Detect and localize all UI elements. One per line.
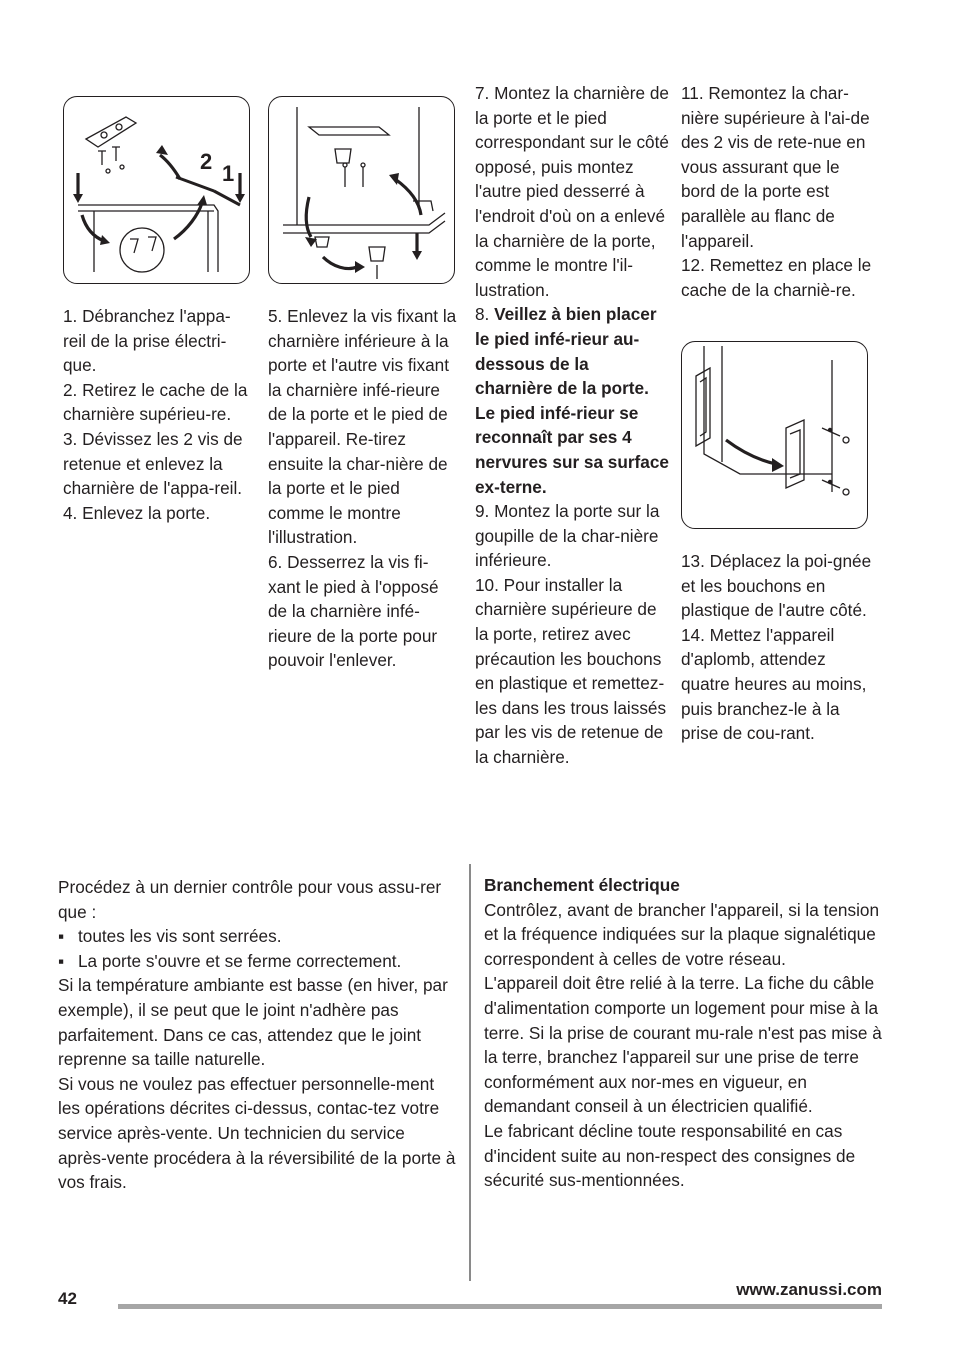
- column-steps-1-4: [63, 304, 253, 525]
- step-12: 12. Remettez en place le cache de la charniè-re.: [681, 255, 872, 300]
- step-7: 7. Montez la charnière de la porte et le pied correspondant sur le côté opposé, puis montez l'autre pied desserré à l'endroit d'où on a enlevé la charnière de la porte, comme le montre l'il-lustration.: [475, 83, 669, 300]
- step-8: [475, 302, 669, 499]
- step-1: 1. Débranchez l'appa-reil de la prise électri-que.: [63, 306, 231, 376]
- earthing-paragraph: L'appareil doit être relié à la terre. La fiche du câble d'alimentation comporte un logement pour mise à la terre. Si la prise de courant mu-rale n'est pas mise à la terre, branchez l'appareil sur une prise de terre conformément aux nor-mes en vigueur, en demandant conseil à un électricien qualifié.: [484, 973, 882, 1117]
- step-3: 3. Dévissez les 2 vis de retenue et enlevez la charnière de l'appa-reil.: [63, 428, 243, 499]
- step-8-warning: Veillez à bien placer le pied infé-rieur au-dessous de la charnière de la porte. Le pied infé-rieur se reconnaît par ses 4 nervures sur sa surface ex-terne.: [475, 304, 669, 497]
- bullet-square-icon: ▪: [58, 950, 65, 971]
- step-5: 5. Enlevez la vis fixant la charnière inférieure à la porte et l'autre vis fixant la charnière infé-rieure de la porte et le pied de l'appareil. Re-tirez ensuite la char-nière de la porte et le pied comme le montre l'illustration.: [268, 306, 457, 548]
- electrical-connection-section: [484, 873, 886, 1193]
- bullet-item: [58, 924, 458, 949]
- figure-lower-hinge: [268, 96, 455, 284]
- fig1-label-b: 1: [222, 161, 235, 186]
- handle-relocation-illustration: [682, 342, 869, 530]
- step-4: 4. Enlevez la porte.: [63, 502, 211, 523]
- column-steps-7-10: [475, 81, 669, 770]
- bullet-square-icon: ▪: [58, 926, 65, 947]
- figure-handle-relocation: [681, 341, 868, 529]
- column-steps-5-6: [268, 304, 460, 673]
- page-number: 42: [58, 1289, 77, 1308]
- column-divider: [469, 864, 471, 1281]
- figure-hinge-removal: [63, 96, 250, 284]
- step-6: 6. Desserrez la vis fi-xant le pied à l'opposé de la charnière infé-rieure de la porte pour pouvoir l'enlever.: [268, 551, 439, 671]
- step-2: 2. Retirez le cache de la charnière supérieu-re.: [63, 379, 248, 425]
- section-heading: Branchement électrique: [484, 875, 680, 895]
- service-note: Si vous ne voulez pas effectuer personnelle-ment les opérations décrites ci-dessus, contac-tez votre service après-vente. Un technicien du service après-vente procédera à la réversibilité de la porte à vos frais.: [58, 1073, 456, 1193]
- step-14: 14. Mettez l'appareil d'aplomb, attendez quatre heures au moins, puis branchez-le à la prise de cou-rant.: [681, 624, 867, 744]
- column-steps-11-12: [681, 81, 877, 302]
- final-check-section: [58, 875, 458, 1195]
- voltage-check-paragraph: Contrôlez, avant de brancher l'appareil, si la tension et la fréquence indiquées sur la plaque signalétique correspondent à celles de votre réseau.: [484, 899, 880, 969]
- bullet-item: [58, 949, 458, 974]
- step-11: 11. Remontez la char-nière supérieure à l'ai-de des 2 vis de rete-nue en vous assurant que le bord de la porte est parallèle au flanc de l'appareil.: [681, 83, 870, 251]
- step-13: 13. Déplacez la poi-gnée et les bouchons en plastique de l'autre côté.: [681, 551, 872, 621]
- fig1-label-a: 2: [200, 149, 213, 174]
- low-temperature-note: Si la température ambiante est basse (en hiver, par exemple), il se peut que le joint n'adhère pas parfaitement. Dans ce cas, attendez que le joint reprenne sa taille naturelle.: [58, 975, 448, 1070]
- footer-rule: [118, 1304, 882, 1309]
- liability-paragraph: Le fabricant décline toute responsabilité en cas d'incident suite au non-respect des consignes de sécurité sus-mentionnées.: [484, 1120, 856, 1191]
- final-check-intro: Procédez à un dernier contrôle pour vous assu-rer que :: [58, 877, 442, 922]
- lower-hinge-illustration: [269, 97, 456, 285]
- bullet-text: La porte s'ouvre et se ferme correctement.: [78, 950, 402, 971]
- step-9: 9. Montez la porte sur la goupille de la char-nière inférieure.: [475, 501, 660, 571]
- bullet-text: toutes les vis sont serrées.: [78, 926, 282, 947]
- website-link[interactable]: www.zanussi.com: [736, 1280, 882, 1299]
- hinge-removal-illustration: [64, 97, 251, 285]
- column-steps-13-14: [681, 549, 877, 746]
- step-8-number: 8.: [475, 304, 495, 325]
- step-10: 10. Pour installer la charnière supérieure de la porte, retirez avec précaution les bouchons en plastique et remettez-les dans les trous laissés par les vis de retenue de la charnière.: [475, 574, 667, 768]
